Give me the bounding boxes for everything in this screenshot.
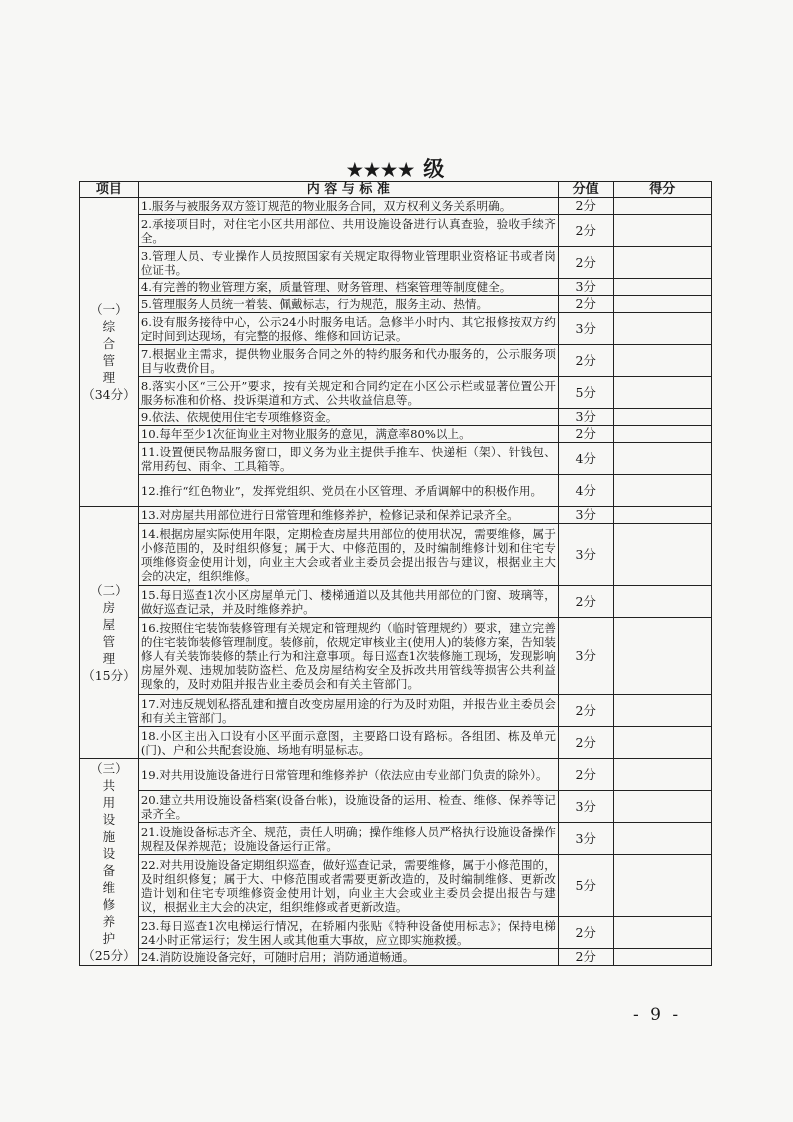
- item-content: 4.有完善的物业管理方案，质量管理、财务管理、档案管理等制度健全。: [138, 279, 558, 296]
- category-points: （15分）: [82, 667, 136, 683]
- item-content: 18.小区主出入口设有小区平面示意图，主要路口设有路标。各组团、栋及单元(门)、户和公共配套设施、场地有明显标志。: [138, 727, 558, 759]
- page-title: [0, 153, 793, 183]
- header-got: 得分: [613, 182, 711, 198]
- item-content: 11.设置便民物品服务窗口，即义务为业主提供手推车、快递柜（架）、针钱包、常用药包、雨伞、工具箱等。: [138, 443, 558, 475]
- score-input-cell[interactable]: [613, 443, 711, 475]
- table-row: [80, 279, 712, 296]
- table-row: [80, 507, 712, 524]
- item-content: 8.落实小区“三公开”要求，按有关规定和合同约定在小区公示栏或显著位置公开服务标准和价格、投诉渠道和方式、公共收益信息等。: [138, 377, 558, 409]
- item-score: 2分: [558, 426, 613, 443]
- standards-table: [79, 181, 712, 966]
- table-row: [80, 475, 712, 507]
- score-input-cell[interactable]: [613, 247, 711, 279]
- table-row: [80, 345, 712, 377]
- item-score: 5分: [558, 377, 613, 409]
- category-paren: （三）: [90, 761, 128, 776]
- score-input-cell[interactable]: [613, 618, 711, 695]
- item-score: 3分: [558, 409, 613, 426]
- score-input-cell[interactable]: [613, 727, 711, 759]
- table-row: [80, 727, 712, 759]
- item-score: 4分: [558, 475, 613, 507]
- score-input-cell[interactable]: [613, 377, 711, 409]
- score-input-cell[interactable]: [613, 759, 711, 791]
- table-row: [80, 247, 712, 279]
- table-row: [80, 426, 712, 443]
- page-number: - 9 -: [633, 1005, 682, 1025]
- item-score: 2分: [558, 727, 613, 759]
- item-content: 23.每日巡查1次电梯运行情况，在轿厢内张贴《特种设备使用标志》；保持电梯24小时正常运行；发生困人或其他重大事故，应立即实施救援。: [138, 917, 558, 949]
- item-content: 6.设有服务接待中心，公示24小时服务电话。急修半小时内、其它报修按双方约定时间到达现场，有完整的报修、维修和回访记录。: [138, 313, 558, 345]
- category-name: 综合管理: [102, 319, 116, 385]
- score-input-cell[interactable]: [613, 215, 711, 247]
- item-score: 3分: [558, 823, 613, 855]
- table-row: [80, 524, 712, 586]
- category-cell: [80, 507, 139, 759]
- table-row: [80, 215, 712, 247]
- score-input-cell[interactable]: [613, 586, 711, 618]
- item-content: 17.对违反规划私搭乱建和擅自改变房屋用途的行为及时劝阻，并报告业主委员会和有关主管部门。: [138, 695, 558, 727]
- item-score: 2分: [558, 695, 613, 727]
- category-points: （25分）: [82, 948, 136, 963]
- score-input-cell[interactable]: [613, 917, 711, 949]
- table-row: [80, 917, 712, 949]
- category-name: 共用设施设备维修养护: [102, 778, 116, 946]
- score-input-cell[interactable]: [613, 279, 711, 296]
- score-input-cell[interactable]: [613, 409, 711, 426]
- score-input-cell[interactable]: [613, 524, 711, 586]
- table-row: [80, 443, 712, 475]
- item-score: 3分: [558, 279, 613, 296]
- table-row: [80, 409, 712, 426]
- item-content: 7.根据业主需求，提供物业服务合同之外的特约服务和代办服务的，公示服务项目与收费价目。: [138, 345, 558, 377]
- category-cell: [80, 759, 139, 966]
- category-paren: （二）: [90, 582, 128, 598]
- item-score: 2分: [558, 345, 613, 377]
- score-input-cell[interactable]: [613, 855, 711, 917]
- header-score: 分值: [558, 182, 613, 198]
- item-score: 2分: [558, 296, 613, 313]
- item-score: 3分: [558, 507, 613, 524]
- item-content: 20.建立共用设施设备档案(设备台帐)，设施设备的运用、检查、维修、保养等记录齐全。: [138, 791, 558, 823]
- table-row: [80, 791, 712, 823]
- item-score: 2分: [558, 917, 613, 949]
- item-content: 13.对房屋共用部位进行日常管理和维修养护，检修记录和保养记录齐全。: [138, 507, 558, 524]
- item-content: 3.管理人员、专业操作人员按照国家有关规定取得物业管理职业资格证书或者岗位证书。: [138, 247, 558, 279]
- table-row: [80, 695, 712, 727]
- score-input-cell[interactable]: [613, 695, 711, 727]
- item-score: 2分: [558, 198, 613, 215]
- score-input-cell[interactable]: [613, 823, 711, 855]
- header-content: 内 容 与 标 准: [138, 182, 558, 198]
- item-content: 22.对共用设施设备定期组织巡查，做好巡查记录，需要维修，属于小修范围的，及时组织修复；属于大、中修范围或者需要更新改造的，及时编制维修、更新改造计划和住宅专项维修资金使用计划，向业主大会或业主委员会提出报告与建议，根据业主大会的决定，组织维修或者更新改造。: [138, 855, 558, 917]
- table-row: [80, 313, 712, 345]
- score-input-cell[interactable]: [613, 791, 711, 823]
- category-points: （34分）: [82, 387, 136, 402]
- item-content: 10.每年至少1次征询业主对物业服务的意见，满意率80%以上。: [138, 426, 558, 443]
- item-content: 15.每日巡查1次小区房屋单元门、楼梯通道以及其他共用部位的门窗、玻璃等，做好巡查记录，并及时维修养护。: [138, 586, 558, 618]
- score-input-cell[interactable]: [613, 949, 711, 966]
- table-row: [80, 855, 712, 917]
- table-row: [80, 949, 712, 966]
- item-score: 5分: [558, 855, 613, 917]
- table-row: [80, 823, 712, 855]
- score-input-cell[interactable]: [613, 345, 711, 377]
- score-input-cell[interactable]: [613, 198, 711, 215]
- item-content: 16.按照住宅装饰装修管理有关规定和管理规约（临时管理规约）要求，建立完善的住宅装饰装修管理制度。装修前，依规定审核业主(使用人)的装修方案，告知装修人有关装饰装修的禁止行为和注意事项。每日巡查1次装修施工现场，发现影响房屋外观、违规加装防盗栏、危及房屋结构安全及拆改共用管线等损害公共利益现象的，及时劝阻并报告业主委员会和有关主管部门。: [138, 618, 558, 695]
- item-content: 19.对共用设施设备进行日常管理和维修养护（依法应由专业部门负责的除外）。: [138, 759, 558, 791]
- item-content: 5.管理服务人员统一着装、佩戴标志，行为规范，服务主动、热情。: [138, 296, 558, 313]
- score-input-cell[interactable]: [613, 313, 711, 345]
- score-input-cell[interactable]: [613, 475, 711, 507]
- item-score: 4分: [558, 443, 613, 475]
- item-content: 12.推行“红色物业”，发挥党组织、党员在小区管理、矛盾调解中的积极作用。: [138, 475, 558, 507]
- item-score: 2分: [558, 215, 613, 247]
- item-score: 2分: [558, 759, 613, 791]
- item-score: 2分: [558, 586, 613, 618]
- table-row: [80, 296, 712, 313]
- star-rating-icon: ★★★★: [346, 160, 416, 181]
- score-input-cell[interactable]: [613, 296, 711, 313]
- category-cell: [80, 198, 139, 507]
- table-row: [80, 618, 712, 695]
- item-content: 1.服务与被服务双方签订规范的物业服务合同，双方权利义务关系明确。: [138, 198, 558, 215]
- item-score: 3分: [558, 313, 613, 345]
- score-input-cell[interactable]: [613, 507, 711, 524]
- item-content: 2.承接项目时，对住宅小区共用部位、共用设施设备进行认真查验，验收手续齐全。: [138, 215, 558, 247]
- table-row: [80, 586, 712, 618]
- table-row: [80, 198, 712, 215]
- item-score: 3分: [558, 791, 613, 823]
- item-score: 3分: [558, 524, 613, 586]
- item-content: 24.消防设施设备完好，可随时启用；消防通道畅通。: [138, 949, 558, 966]
- table-row: [80, 377, 712, 409]
- category-name: 房屋管理: [102, 599, 116, 666]
- table-header-row: [80, 182, 712, 198]
- table-row: [80, 759, 712, 791]
- item-score: 2分: [558, 949, 613, 966]
- item-content: 9.依法、依规使用住宅专项维修资金。: [138, 409, 558, 426]
- level-label: 级: [423, 156, 447, 181]
- item-score: 3分: [558, 618, 613, 695]
- category-paren: （一）: [90, 302, 128, 317]
- item-content: 14.根据房屋实际使用年限，定期检查房屋共用部位的使用状况，需要维修，属于小修范围的，及时组织修复；属于大、中修范围的，及时编制维修计划和住宅专项维修资金使用计划，向业主大会或者业主委员会提出报告与建议，根据业主大会的决定，组织维修。: [138, 524, 558, 586]
- score-input-cell[interactable]: [613, 426, 711, 443]
- header-category: 项目: [80, 182, 139, 198]
- item-content: 21.设施设备标志齐全、规范，责任人明确；操作维修人员严格执行设施设备操作规程及保养规范；设施设备运行正常。: [138, 823, 558, 855]
- item-score: 2分: [558, 247, 613, 279]
